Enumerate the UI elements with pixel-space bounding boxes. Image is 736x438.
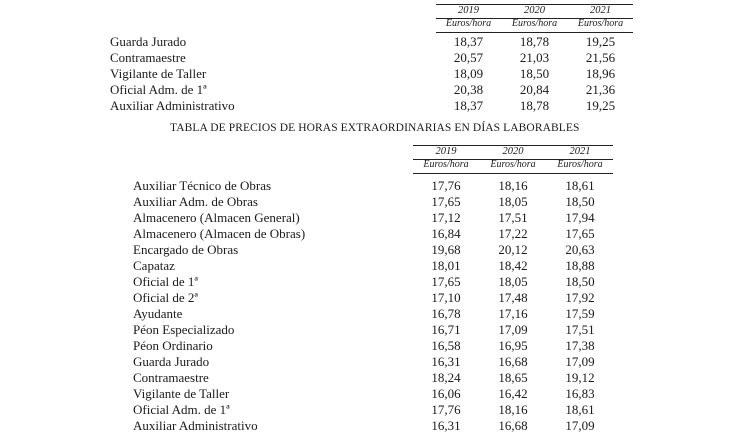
cell-2021: 21,36 [585, 82, 616, 97]
table-row [133, 354, 623, 370]
cell-2019: 18,09 [453, 66, 484, 81]
row-label: Vigilante de Taller [110, 66, 207, 81]
cell-2020: 17,09 [498, 322, 528, 337]
table-row [133, 274, 623, 290]
table-row [133, 386, 623, 402]
table-row [133, 338, 623, 354]
cell-2019: 17,65 [431, 194, 461, 209]
cell-2020: 18,78 [519, 34, 550, 49]
cell-2019: 16,58 [431, 338, 461, 353]
cell-2021: 19,25 [585, 34, 616, 49]
cell-2021: 16,83 [565, 386, 595, 401]
table-row [110, 82, 640, 98]
cell-2021: 18,61 [565, 402, 595, 417]
cell-2019: 17,10 [431, 290, 461, 305]
cell-2019: 18,24 [431, 370, 461, 385]
cell-2021: 19,25 [585, 98, 616, 113]
cell-2020: 17,51 [498, 210, 528, 225]
cell-2021: 17,51 [565, 322, 595, 337]
header-rule-bottom [413, 173, 613, 174]
row-label: Encargado de Obras [133, 242, 239, 257]
table-row [133, 290, 623, 306]
row-label: Péon Especializado [133, 322, 235, 337]
cell-2021: 17,09 [565, 418, 595, 433]
cell-2019: 18,37 [453, 34, 484, 49]
table-title: TABLA DE PRECIOS DE HORAS EXTRAORDINARIAS EN DÍAS LABORABLES [170, 122, 580, 134]
cell-2019: 19,68 [431, 242, 461, 257]
table-row [110, 66, 640, 82]
row-label: Capataz [133, 258, 175, 273]
cell-2020: 18,50 [519, 66, 550, 81]
row-label: Auxiliar Técnico de Obras [133, 178, 272, 193]
cell-2019: 16,31 [431, 418, 461, 433]
cell-2020: 18,16 [498, 402, 528, 417]
cell-2020: 18,05 [498, 194, 528, 209]
row-label: Oficial de 2ª [133, 290, 198, 305]
row-label: Guarda Jurado [110, 34, 187, 49]
year-header-2020: 2020 [502, 146, 524, 157]
cell-2021: 18,61 [565, 178, 595, 193]
cell-2021: 17,65 [565, 226, 595, 241]
unit-header-2021: Euros/hora [577, 18, 624, 29]
cell-2021: 17,38 [565, 338, 595, 353]
row-label: Contramaestre [110, 50, 186, 65]
row-label: Oficial Adm. de 1ª [110, 82, 207, 97]
row-label: Auxiliar Adm. de Obras [133, 194, 258, 209]
cell-2021: 19,12 [565, 370, 595, 385]
table-row [133, 418, 623, 434]
cell-2019: 17,76 [431, 402, 461, 417]
unit-header-2019: Euros/hora [423, 159, 469, 170]
table-row [133, 242, 623, 258]
overtime-table-weekdays [0, 140, 736, 438]
row-label: Vigilante de Taller [133, 386, 230, 401]
cell-2019: 16,84 [431, 226, 461, 241]
cell-2021: 17,94 [565, 210, 595, 225]
year-header-2021: 2021 [569, 146, 591, 157]
unit-header-2019: Euros/hora [445, 18, 492, 29]
cell-2021: 18,50 [565, 194, 595, 209]
cell-2020: 17,48 [498, 290, 528, 305]
cell-2019: 16,31 [431, 354, 461, 369]
table-row [133, 178, 623, 194]
cell-2019: 17,12 [431, 210, 461, 225]
row-label: Auxiliar Administrativo [110, 98, 235, 113]
cell-2019: 17,76 [431, 178, 461, 193]
cell-2020: 20,12 [498, 242, 528, 257]
year-header-2020: 2020 [524, 5, 545, 16]
row-label: Contramaestre [133, 370, 209, 385]
row-label: Oficial Adm. de 1ª [133, 402, 230, 417]
unit-header-2020: Euros/hora [511, 18, 558, 29]
cell-2019: 16,78 [431, 306, 461, 321]
cell-2021: 17,59 [565, 306, 595, 321]
table-row [110, 50, 640, 66]
table-row [133, 306, 623, 322]
cell-2020: 21,03 [519, 50, 550, 65]
cell-2019: 16,71 [431, 322, 461, 337]
row-label: Almacenero (Almacen de Obras) [133, 226, 306, 241]
row-label: Guarda Jurado [133, 354, 210, 369]
year-header-2019: 2019 [458, 5, 479, 16]
row-label: Oficial de 1ª [133, 274, 198, 289]
table-row [133, 402, 623, 418]
cell-2020: 16,95 [498, 338, 528, 353]
cell-2020: 18,42 [498, 258, 528, 273]
unit-header-2020: Euros/hora [490, 159, 536, 170]
cell-2019: 20,57 [453, 50, 484, 65]
header-rule-bottom [436, 32, 633, 33]
table-row [133, 322, 623, 338]
cell-2021: 17,09 [565, 354, 595, 369]
year-header-2021: 2021 [590, 5, 611, 16]
cell-2020: 18,78 [519, 98, 550, 113]
table-row [110, 98, 640, 114]
cell-2020: 18,16 [498, 178, 528, 193]
cell-2021: 21,56 [585, 50, 616, 65]
row-label: Almacenero (Almacen General) [133, 210, 300, 225]
row-label: Auxiliar Administrativo [133, 418, 258, 433]
cell-2020: 16,68 [498, 418, 528, 433]
cell-2021: 18,96 [585, 66, 616, 81]
cell-2021: 18,50 [565, 274, 595, 289]
table-row [133, 210, 623, 226]
cell-2019: 18,37 [453, 98, 484, 113]
cell-2021: 20,63 [565, 242, 595, 257]
cell-2019: 20,38 [453, 82, 484, 97]
cell-2019: 18,01 [431, 258, 461, 273]
cell-2020: 16,42 [498, 386, 528, 401]
table-row [133, 194, 623, 210]
cell-2020: 16,68 [498, 354, 528, 369]
cell-2021: 18,88 [565, 258, 595, 273]
cell-2021: 17,92 [565, 290, 595, 305]
cell-2020: 18,65 [498, 370, 528, 385]
table-row [133, 370, 623, 386]
row-label: Ayudante [133, 306, 183, 321]
table-row [110, 34, 640, 50]
row-label: Péon Ordinario [133, 338, 213, 353]
overtime-table-top [0, 0, 736, 120]
table-row [133, 258, 623, 274]
cell-2019: 17,65 [431, 274, 461, 289]
cell-2020: 17,16 [498, 306, 528, 321]
cell-2020: 17,22 [498, 226, 528, 241]
table-row [133, 226, 623, 242]
unit-header-2021: Euros/hora [557, 159, 603, 170]
cell-2020: 20,84 [519, 82, 550, 97]
cell-2019: 16,06 [431, 386, 461, 401]
year-header-2019: 2019 [435, 146, 457, 157]
cell-2020: 18,05 [498, 274, 528, 289]
